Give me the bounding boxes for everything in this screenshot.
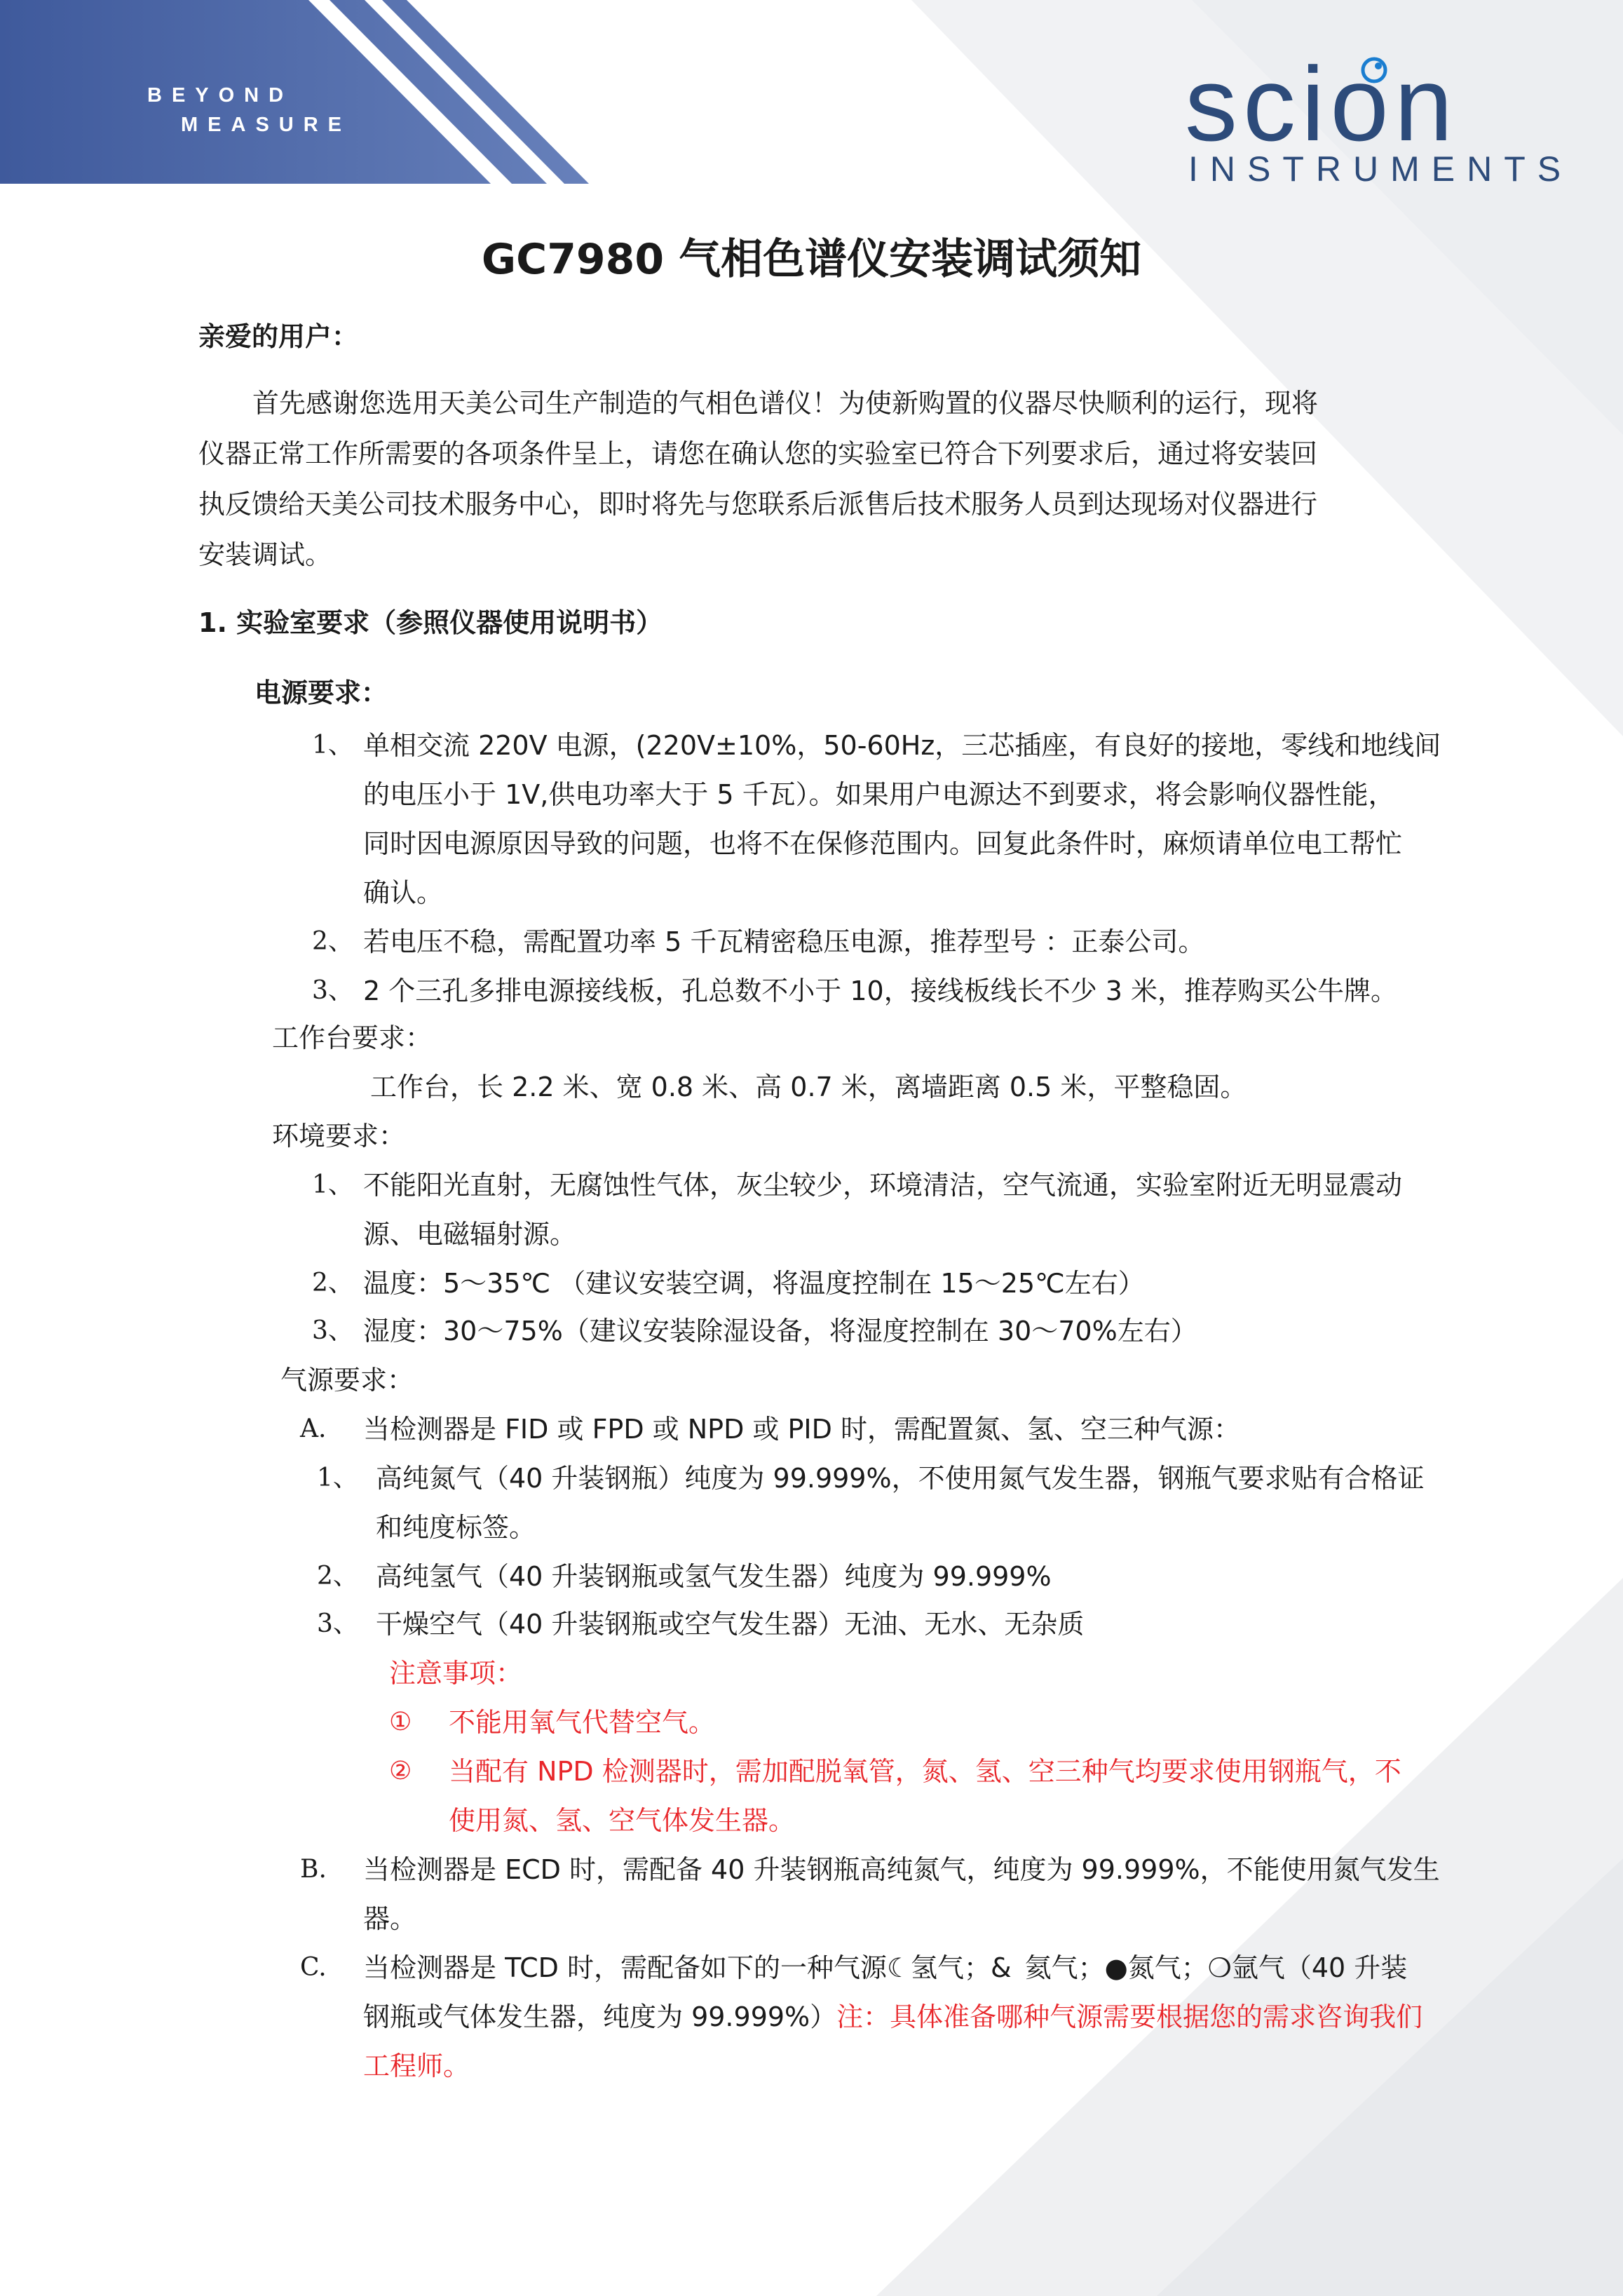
power-item-1-line-3: 同时因电源原因导致的问题，也将不在保修范围内。回复此条件时，麻烦请单位电工帮忙 <box>363 828 1403 859</box>
power-item-2-line-1: 若电压不稳，需配置功率 5 千瓦精密稳压电源，推荐型号 ：正泰公司。 <box>363 926 1205 957</box>
power-heading: 电源要求： <box>254 677 388 708</box>
gas-a-item-1-line-1: 高纯氮气（40 升装钢瓶）纯度为 99.999%，不使用氮气发生器，钢瓶气要求贴有合格证 <box>376 1463 1425 1494</box>
intro-line-4: 安装调试。 <box>198 539 332 570</box>
gas-c-line-2-black: 钢瓶或气体发生器，纯度为 99.999%） <box>363 2001 837 2032</box>
gas-c-label: C. <box>300 1953 327 1982</box>
power-item-3-line-1: 2 个三孔多排电源接线板，孔总数不小于 10，接线板线长不少 3 米，推荐购买公牛牌。 <box>363 975 1398 1006</box>
power-item-1-line-4: 确认。 <box>363 877 444 908</box>
beyond-measure-banner <box>0 0 687 186</box>
workbench-heading: 工作台要求： <box>272 1022 433 1053</box>
power-item-1-line-1: 单相交流 220V 电源，(220V±10%，50-60Hz，三芯插座，有良好的接地，零线和地线间 <box>363 730 1441 761</box>
power-item-3-num: 3、 <box>312 976 353 1005</box>
env-item-3-line-1: 湿度：30～75%（建议安装除湿设备，将湿度控制在 30～70%左右） <box>363 1316 1197 1346</box>
gas-a-item-1-line-2: 和纯度标签。 <box>376 1512 536 1543</box>
env-item-2-num: 2、 <box>312 1269 353 1297</box>
banner-line1: BEYOND <box>147 84 294 107</box>
gas-b-label: B. <box>300 1855 327 1884</box>
gas-a-text: 当检测器是 FID 或 FPD 或 NPD 或 PID 时，需配置氮、氢、空三种气源： <box>363 1414 1240 1445</box>
gas-a-item-1-num: 1、 <box>317 1464 358 1492</box>
gas-a-item-2-line-1: 高纯氢气（40 升装钢瓶或氢气发生器）纯度为 99.999% <box>376 1561 1052 1592</box>
gas-a-label: A. <box>300 1414 327 1443</box>
section-heading: 1. 实验室要求（参照仪器使用说明书） <box>198 607 663 638</box>
logo-sub: INSTRUMENTS <box>1188 149 1573 189</box>
gas-c-line-1: 当检测器是 TCD 时，需配备如下的一种气源☾氢气；& 氦气；●氮气；❍氩气（40 升装 <box>363 1952 1408 1983</box>
logo-main: scion <box>1185 56 1459 163</box>
page-title: GC7980 气相色谱仪安装调试须知 <box>481 235 1142 284</box>
notice-2-line-1: 当配有 NPD 检测器时，需加配脱氧管，氮、氢、空三种气均要求使用钢瓶气，不 <box>449 1756 1401 1787</box>
workbench-text: 工作台，长 2.2 米、宽 0.8 米、高 0.7 米，离墙距离 0.5 米，平整稳固。 <box>370 1072 1247 1102</box>
power-item-1-num: 1、 <box>312 731 353 759</box>
notice-2-line-2: 使用氮、氢、空气体发生器。 <box>449 1805 796 1836</box>
intro-line-1: 首先感谢您选用天美公司生产制造的气相色谱仪！为使新购置的仪器尽快顺利的运行，现将 <box>252 388 1319 419</box>
gas-a-item-3-line-1: 干燥空气（40 升装钢瓶或空气发生器）无油、无水、无杂质 <box>376 1609 1085 1640</box>
intro-line-2: 仪器正常工作所需要的各项条件呈上，请您在确认您的实验室已符合下列要求后，通过将安装回 <box>198 438 1318 469</box>
gas-c-line-2-red: 注：具体准备哪种气源需要根据您的需求咨询我们 <box>836 2001 1423 2032</box>
env-item-1-num: 1、 <box>312 1170 353 1199</box>
gas-b-line-2: 器。 <box>363 1903 417 1934</box>
env-item-1-line-2: 源、电磁辐射源。 <box>363 1219 577 1250</box>
gas-c-line-2 <box>363 1999 1422 2034</box>
intro-line-3: 执反馈给天美公司技术服务中心，即时将先与您联系后派售后技术服务人员到达现场对仪器进行 <box>198 489 1318 520</box>
gas-a-item-2-num: 2、 <box>317 1562 358 1591</box>
greeting: 亲爱的用户： <box>198 321 359 352</box>
gas-c-line-3: 工程师。 <box>363 2051 470 2081</box>
power-item-1-line-2: 的电压小于 1V,供电功率大于 5 千瓦）。如果用户电源达不到要求，将会影响仪器性能， <box>363 779 1395 810</box>
power-item-2-num: 2、 <box>312 927 353 956</box>
notice-heading: 注意事项： <box>389 1658 523 1689</box>
env-item-1-line-1: 不能阳光直射，无腐蚀性气体，灰尘较少，环境清洁，空气流通，实验室附近无明显震动 <box>363 1170 1403 1201</box>
environment-heading: 环境要求： <box>272 1121 406 1152</box>
notice-2-num: ② <box>389 1757 412 1785</box>
env-item-2-line-1: 温度：5～35℃ （建议安装空调，将温度控制在 15～25℃左右） <box>363 1268 1145 1299</box>
gas-b-line-1: 当检测器是 ECD 时，需配备 40 升装钢瓶高纯氮气，纯度为 99.999%，不能使用氮气发生 <box>363 1854 1440 1885</box>
env-item-3-num: 3、 <box>312 1316 353 1345</box>
banner-line2: MEASURE <box>181 114 352 136</box>
gas-heading: 气源要求： <box>280 1365 414 1396</box>
gas-a-item-3-num: 3、 <box>317 1609 358 1638</box>
notice-1-num: ① <box>389 1708 412 1736</box>
notice-1-line-1: 不能用氧气代替空气。 <box>449 1707 716 1738</box>
